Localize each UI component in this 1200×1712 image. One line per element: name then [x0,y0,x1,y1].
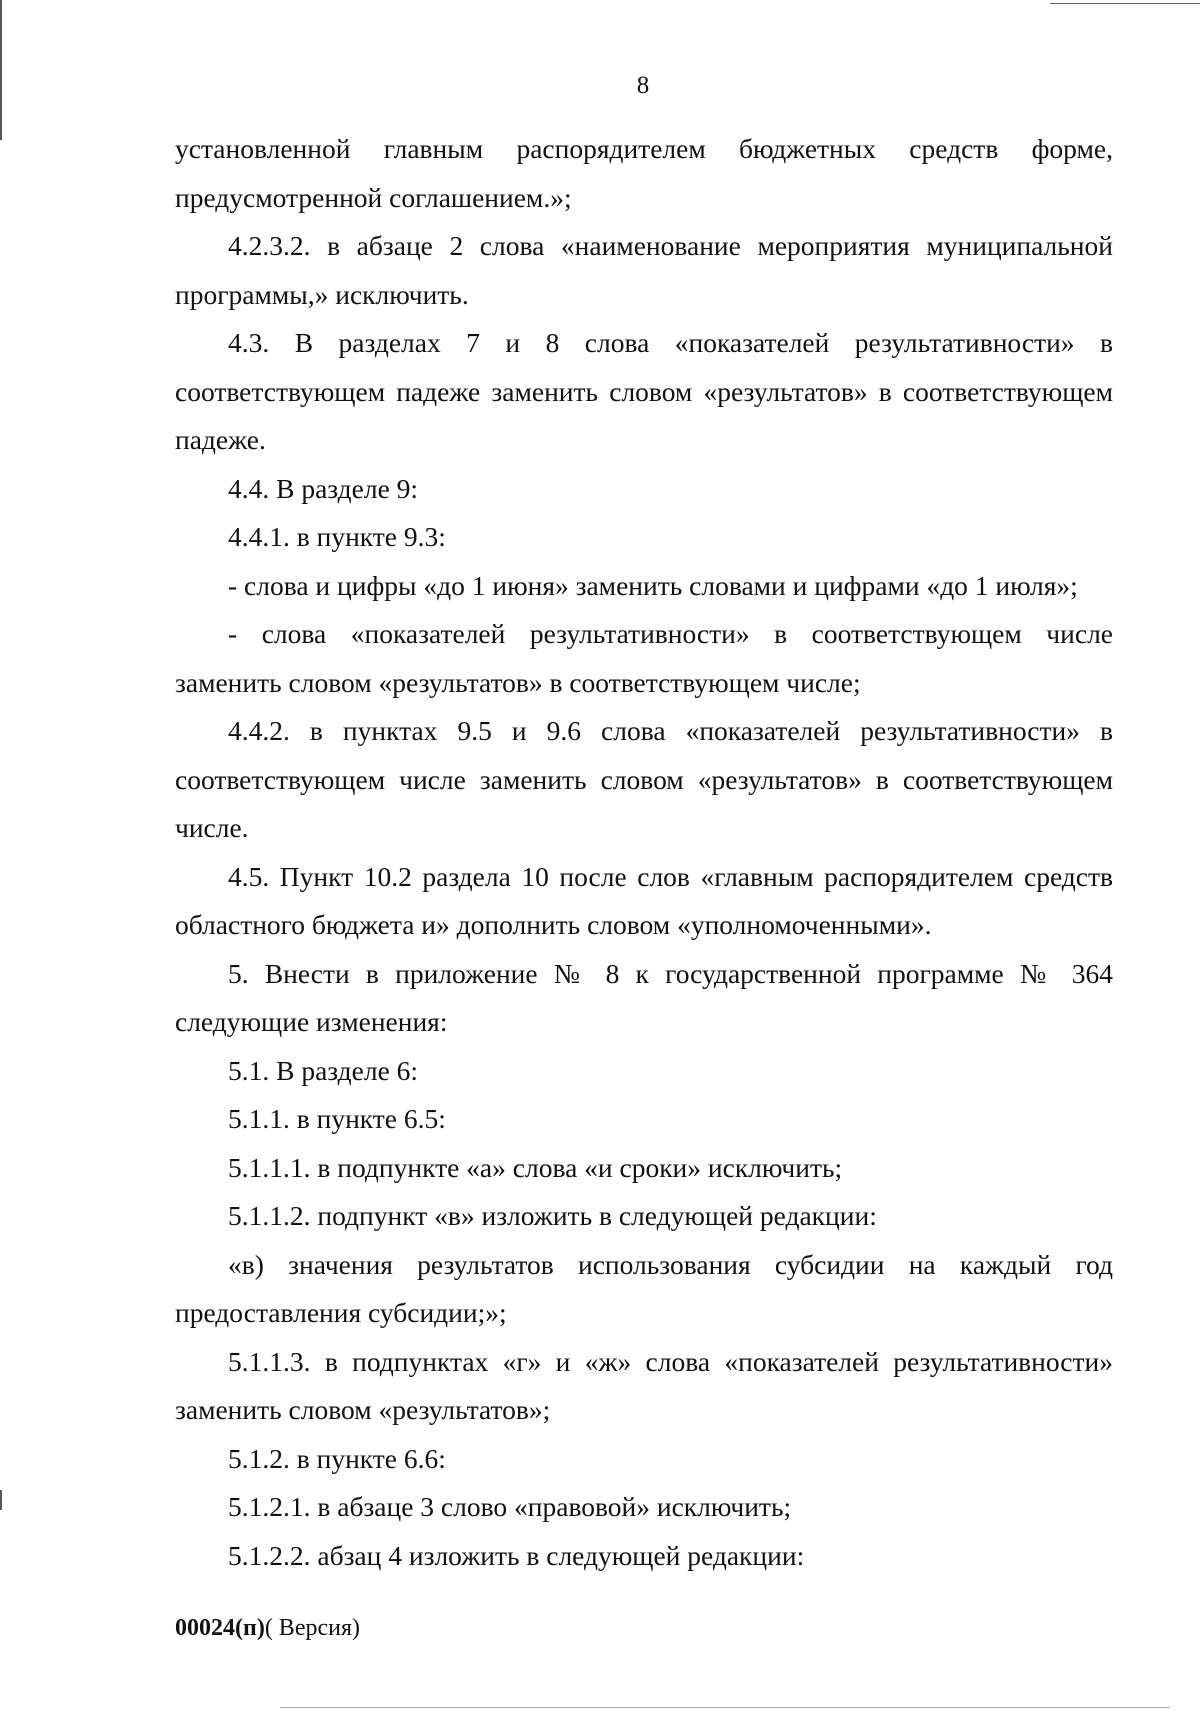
paragraph: 5.1.2.2. абзац 4 изложить в следующей редакции: [228,1539,805,1571]
paragraph: 5.1.1.1. в подпункте «а» слова «и сроки» исключить; [228,1151,843,1183]
paragraph: 5.1.2.1. в абзаце 3 слово «правовой» исключить; [228,1491,792,1522]
scan-artifact-left-mark [0,1490,2,1510]
paragraph: 5. Внести в приложение № 8 к государственной программе № 364 следующие изменения: [175,957,1113,1037]
document-body [175,125,1113,1580]
paragraph: 4.5. Пункт 10.2 раздела 10 после слов «главным распорядителем средств областного бюджета и» дополнить словом «уполномоченными». [175,860,1113,940]
paragraph: «в) значения результатов использования субсидии на каждый год предоставления субсидии;»; [175,1248,1113,1328]
document-version: ( Версия) [264,1615,360,1641]
document-code: 00024(п) [175,1615,265,1641]
paragraph: - слова и цифры «до 1 июня» заменить словами и цифрами «до 1 июля»; [228,569,1078,601]
scan-artifact-bottom-line [280,1707,1170,1708]
paragraph: 4.4.2. в пунктах 9.5 и 9.6 слова «показателей результативности» в соответствующем числе заменить словом «результатов» в соответствующем числе. [175,715,1113,843]
paragraph: 5.1.2. в пункте 6.6: [228,1442,446,1474]
paragraph: 4.4.1. в пункте 9.3: [228,521,446,552]
paragraph: установленной главным распорядителем бюджетных средств форме, предусмотренной соглашением.»; [175,133,1113,213]
document-footer [175,1615,360,1642]
paragraph: 4.4. В разделе 9: [228,472,419,504]
paragraph: 5.1.1.3. в подпунктах «г» и «ж» слова «показателей результативности» заменить словом «результатов»; [175,1345,1113,1425]
page-number: 8 [636,72,650,99]
paragraph: 5.1.1.2. подпункт «в» изложить в следующей редакции: [228,1200,877,1231]
paragraph: 4.2.3.2. в абзаце 2 слова «наименование мероприятия муниципальной программы,» исключить. [175,230,1113,310]
paragraph: 4.3. В разделах 7 и 8 слова «показателей результативности» в соответствующем падеже заменить словом «результатов» в соответствующем падеже. [175,327,1113,455]
paragraph: - слова «показателей результативности» в соответствующем числе заменить словом «результатов» в соответствующем числе; [175,618,1113,698]
paragraph: 5.1. В разделе 6: [228,1054,419,1086]
scan-artifact-left-edge [0,0,2,140]
scan-artifact-top-line [1050,3,1200,4]
paragraph: 5.1.1. в пункте 6.5: [228,1103,446,1134]
